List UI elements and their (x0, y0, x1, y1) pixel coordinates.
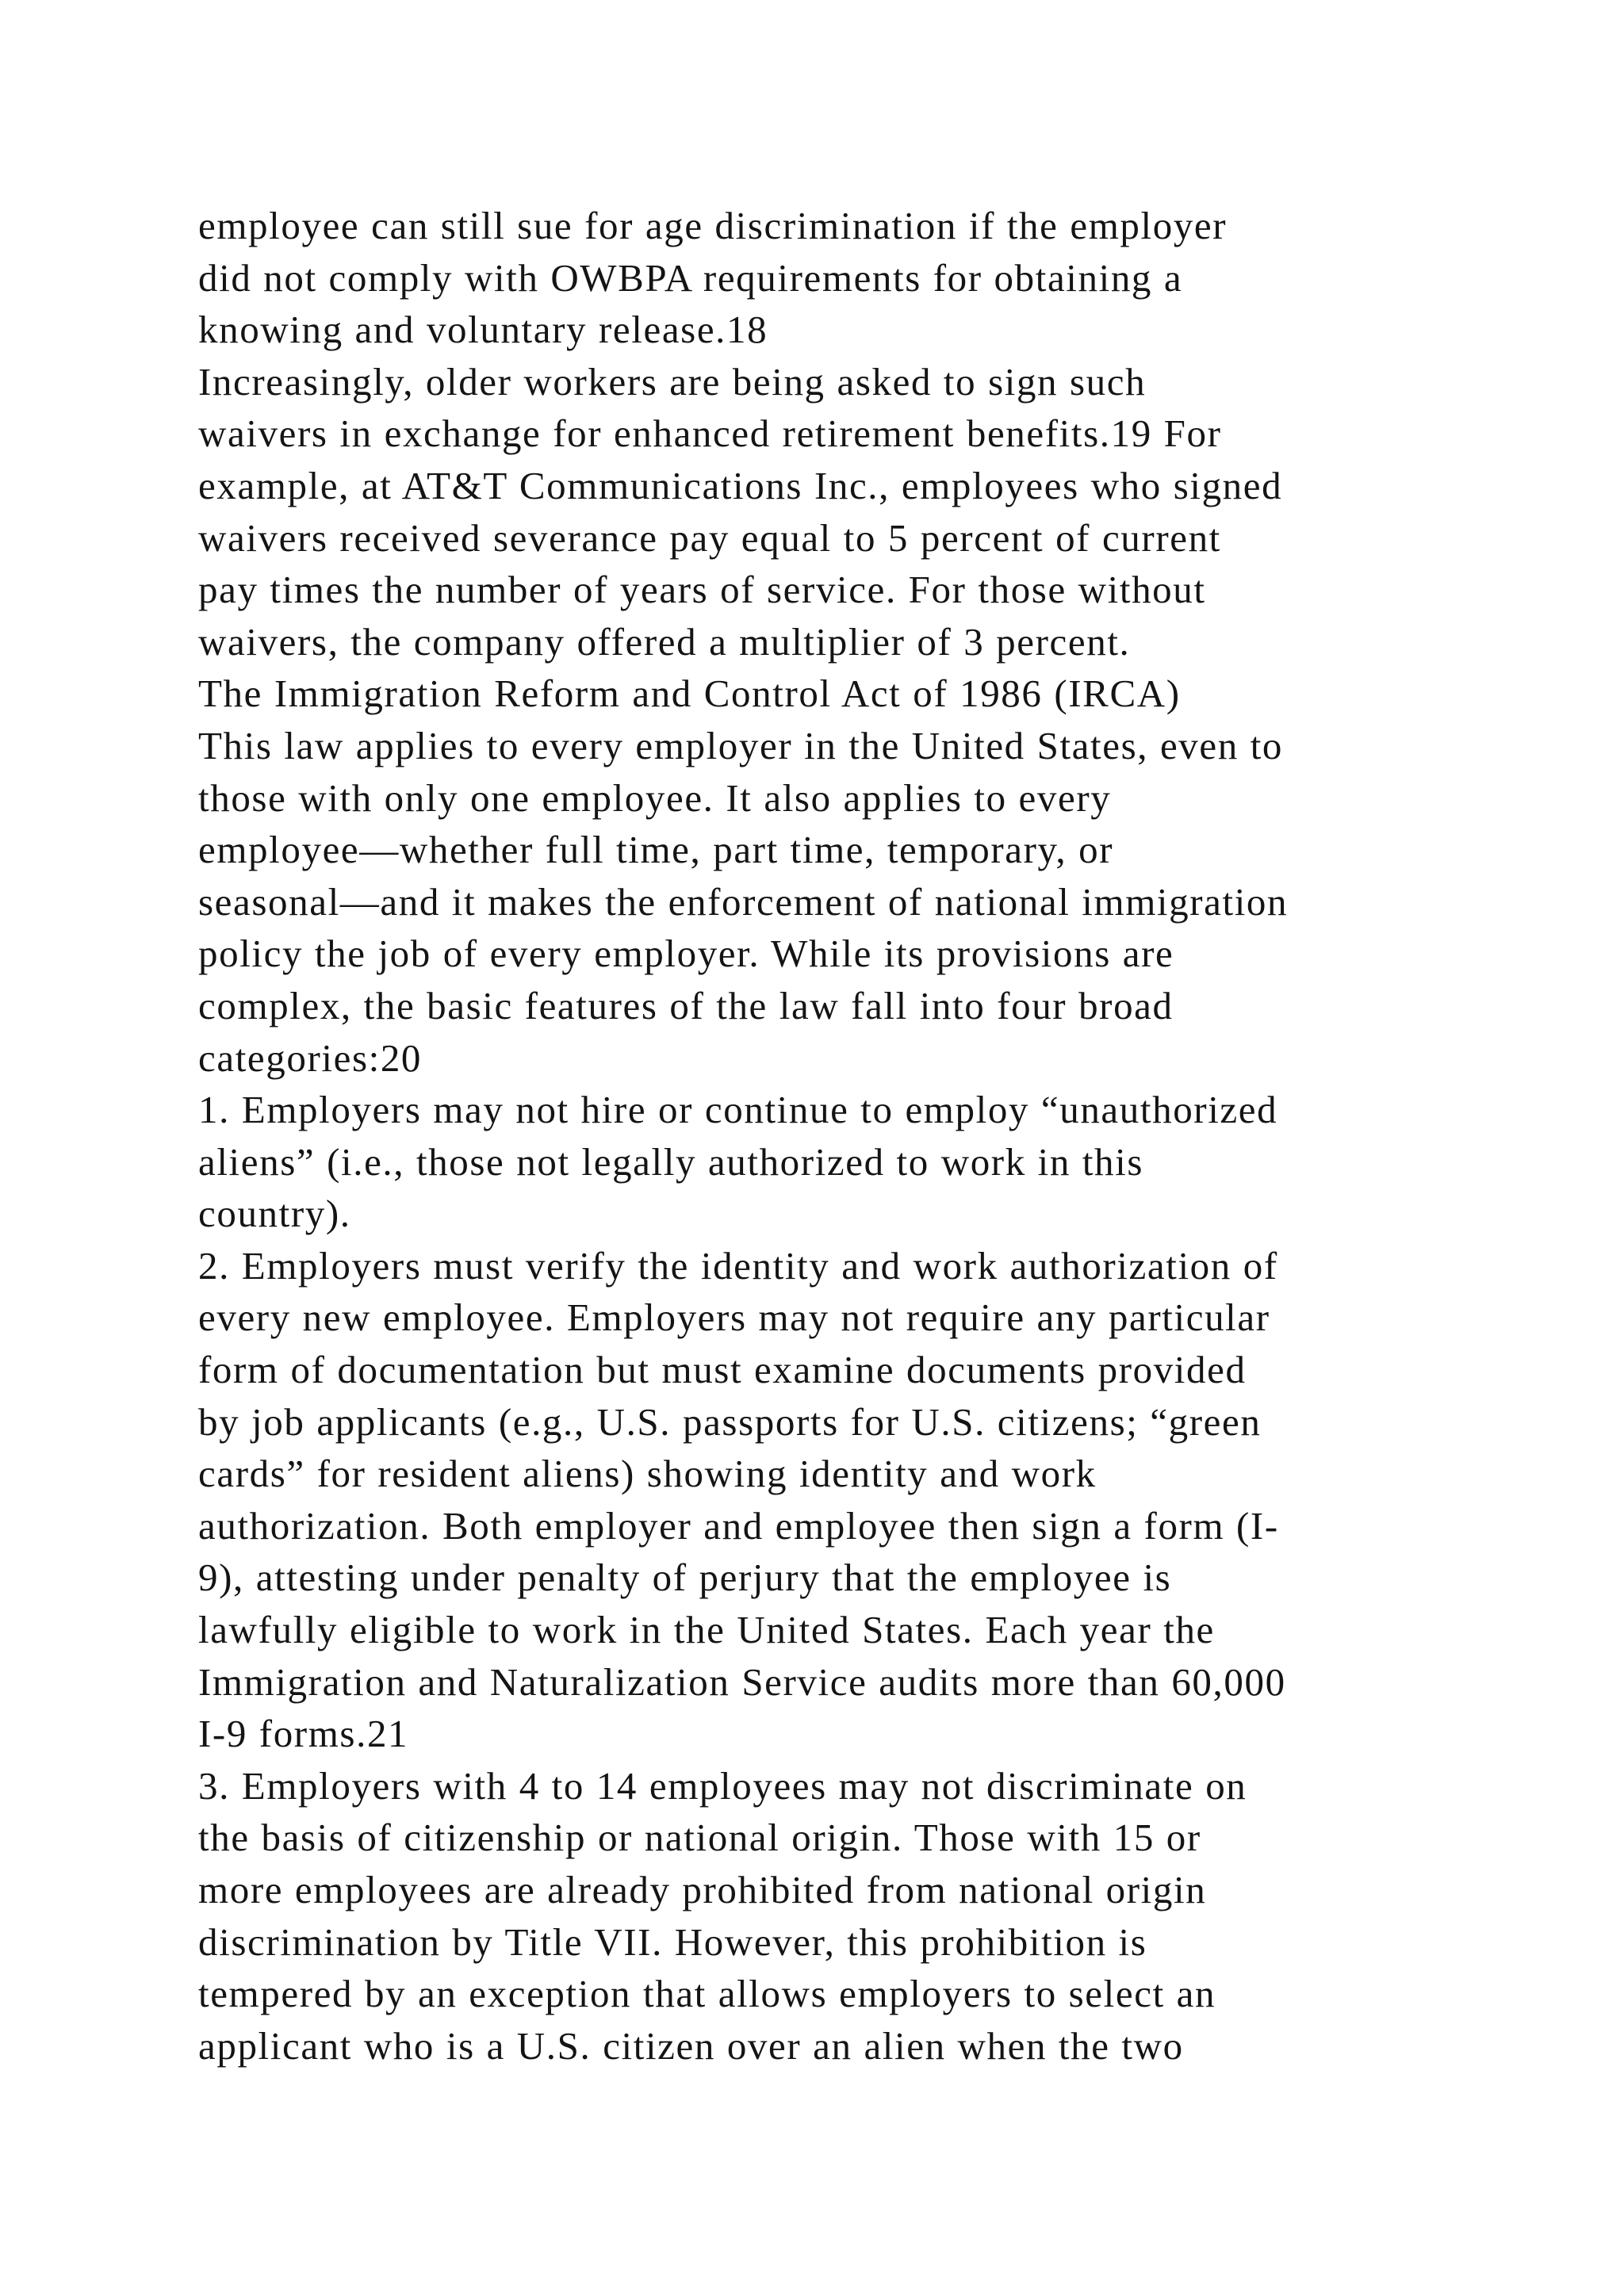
list-item-line: by job applicants (e.g., U.S. passports for U.S. citizens; “green (198, 1399, 1262, 1444)
text-line: categories:20 (198, 1035, 423, 1080)
list-item-line: 3. Employers with 4 to 14 employees may not discriminate on (198, 1763, 1247, 1808)
list-item-line: every new employee. Employers may not require any particular (198, 1295, 1270, 1340)
text-line: waivers in exchange for enhanced retirement benefits.19 For (198, 411, 1222, 456)
list-item-line: applicant who is a U.S. citizen over an alien when the two (198, 2023, 1184, 2068)
text-line: employee can still sue for age discrimination if the employer (198, 204, 1228, 247)
text-line: complex, the basic features of the law fall into four broad (198, 983, 1174, 1027)
text-line: did not comply with OWBPA requirements for obtaining a (198, 255, 1183, 300)
list-item-line: aliens” (i.e., those not legally authorized to work in this (198, 1139, 1144, 1184)
list-item-line: more employees are already prohibited from national origin (198, 1868, 1207, 1911)
list-item-line: lawfully eligible to work in the United States. Each year the (198, 1608, 1215, 1652)
text-line: waivers, the company offered a multiplier of 3 percent. (198, 619, 1131, 664)
list-item-line: 9), attesting under penalty of perjury that the employee is (198, 1556, 1172, 1600)
section-heading: The Immigration Reform and Control Act of 1986 (IRCA) (198, 672, 1181, 716)
text-line: employee—whether full time, part time, temporary, or (198, 828, 1114, 872)
list-item-line: tempered by an exception that allows employers to select an (198, 1972, 1216, 2016)
text-line: pay times the number of years of service. For those without (198, 568, 1206, 612)
text-line: This law applies to every employer in the United States, even to (198, 723, 1284, 767)
list-item-line: form of documentation but must examine documents provided (198, 1348, 1247, 1392)
text-line: knowing and voluntary release.18 (198, 308, 768, 352)
list-item-line: the basis of citizenship or national origin. Those with 15 or (198, 1816, 1201, 1860)
list-item-line: authorization. Both employer and employee then sign a form (I- (198, 1503, 1279, 1548)
list-item-line: 1. Employers may not hire or continue to employ “unauthorized (198, 1088, 1278, 1132)
text-line: Increasingly, older workers are being asked to sign such (198, 359, 1147, 404)
body-text (198, 200, 1530, 2072)
list-item-line: 2. Employers must verify the identity and work authorization of (198, 1243, 1278, 1288)
list-item-line: I-9 forms.21 (198, 1712, 409, 1756)
list-item-line: discrimination by Title VII. However, this prohibition is (198, 1919, 1147, 1964)
text-line: seasonal—and it makes the enforcement of national immigration (198, 879, 1289, 924)
text-line: those with only one employee. It also applies to every (198, 775, 1112, 820)
list-item-line: Immigration and Naturalization Service audits more than 60,000 (198, 1659, 1286, 1704)
list-item-line: cards” for resident aliens) showing identity and work (198, 1452, 1097, 1496)
text-line: waivers received severance pay equal to 5 percent of current (198, 515, 1221, 560)
list-item-line: country). (198, 1192, 351, 1236)
text-line: example, at AT&T Communications Inc., employees who signed (198, 463, 1283, 507)
text-line: policy the job of every employer. While its provisions are (198, 932, 1174, 976)
